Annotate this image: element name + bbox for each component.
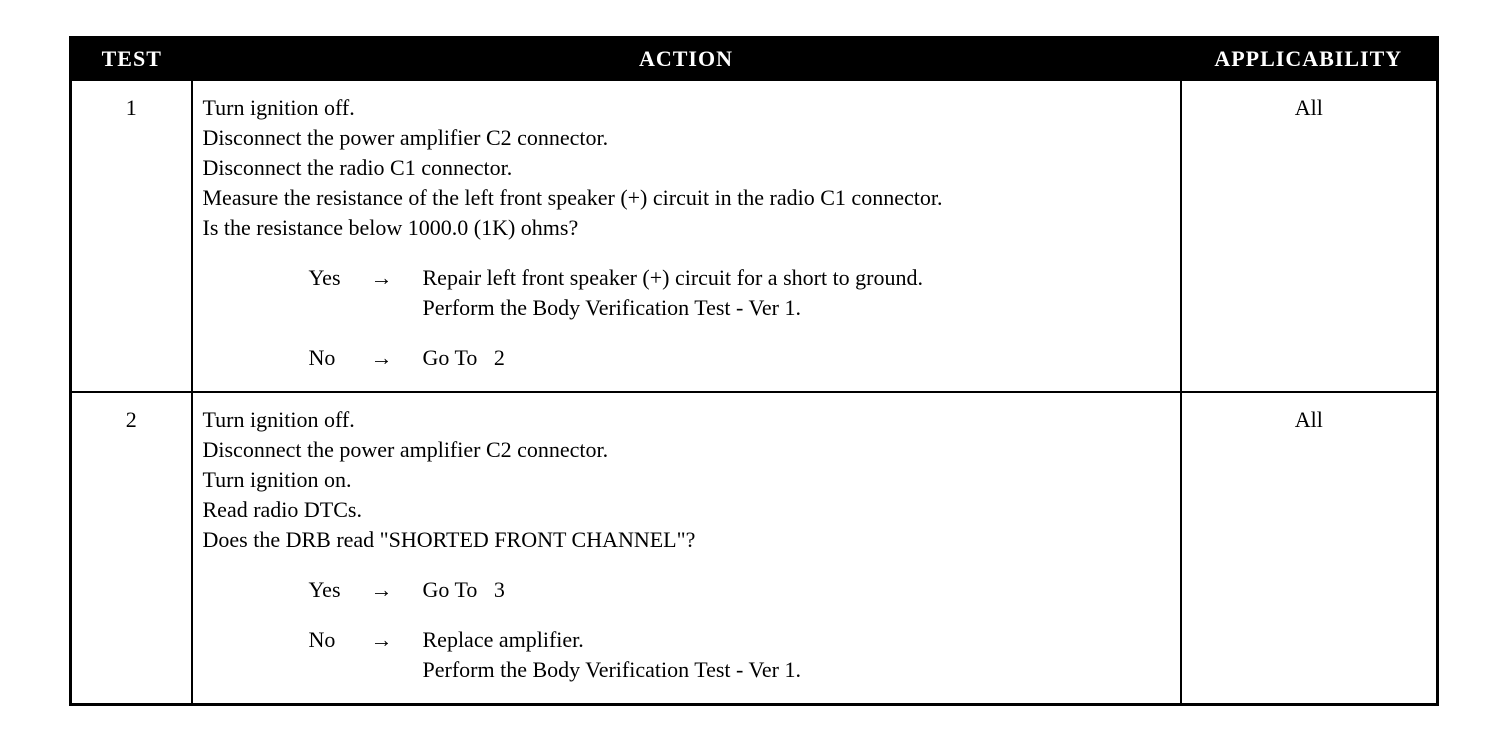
result-label: No bbox=[308, 345, 336, 370]
diagnostic-test-table bbox=[69, 36, 1439, 706]
arrow-right-icon: → bbox=[370, 345, 393, 370]
action-step: Disconnect the power amplifier C2 connector. bbox=[202, 437, 609, 462]
arrow-right-icon: → bbox=[370, 577, 393, 602]
result-yes bbox=[309, 575, 1172, 605]
result-line: Perform the Body Verification Test - Ver 1. bbox=[422, 295, 802, 320]
test-row-2 bbox=[71, 392, 1438, 705]
applicability-1: All bbox=[1181, 80, 1438, 392]
action-step: Is the resistance below 1000.0 (1K) ohms? bbox=[202, 215, 579, 240]
result-body bbox=[423, 575, 505, 605]
result-line: Repair left front speaker (+) circuit for a short to ground. bbox=[422, 265, 924, 290]
arrow-right-icon: → bbox=[370, 627, 393, 652]
result-line: Perform the Body Verification Test - Ver 1. bbox=[422, 657, 802, 682]
result-line: Replace amplifier. bbox=[422, 627, 584, 652]
test-number-1: 1 bbox=[71, 80, 192, 392]
action-step: Disconnect the radio C1 connector. bbox=[202, 155, 513, 180]
applicability-2: All bbox=[1181, 392, 1438, 705]
result-body bbox=[423, 343, 505, 373]
action-cell-1 bbox=[192, 80, 1181, 392]
action-step: Turn ignition off. bbox=[202, 95, 355, 120]
action-cell-2 bbox=[192, 392, 1181, 705]
result-label: No bbox=[308, 627, 336, 652]
result-label: Yes bbox=[308, 265, 341, 290]
action-step: Turn ignition on. bbox=[202, 467, 352, 492]
result-no bbox=[309, 343, 1172, 373]
header-action: ACTION bbox=[192, 38, 1181, 81]
action-step: Measure the resistance of the left front speaker (+) circuit in the radio C1 connector. bbox=[202, 185, 943, 210]
result-line: Go To 3 bbox=[422, 577, 505, 602]
header-applicability: APPLICABILITY bbox=[1181, 38, 1438, 81]
action-step: Does the DRB read "SHORTED FRONT CHANNEL"? bbox=[202, 527, 696, 552]
result-line: Go To 2 bbox=[422, 345, 505, 370]
result-no bbox=[309, 625, 1172, 685]
result-body bbox=[423, 263, 924, 323]
arrow-right-icon: → bbox=[370, 265, 393, 290]
result-body bbox=[423, 625, 802, 685]
action-step: Turn ignition off. bbox=[202, 407, 355, 432]
test-number-2: 2 bbox=[71, 392, 192, 705]
test-row-1 bbox=[71, 80, 1438, 392]
result-yes bbox=[309, 263, 1172, 323]
action-step: Disconnect the power amplifier C2 connector. bbox=[202, 125, 609, 150]
header-test: TEST bbox=[71, 38, 192, 81]
action-step: Read radio DTCs. bbox=[202, 497, 362, 522]
header-row bbox=[71, 38, 1438, 81]
result-label: Yes bbox=[308, 577, 341, 602]
